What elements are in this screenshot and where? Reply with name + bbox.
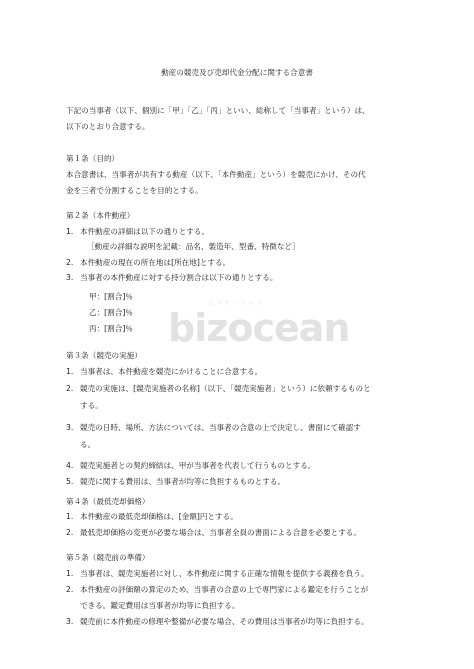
article-2-item-1-detail: ［動産の詳細な説明を記載：品名、製造年、型番、特徴など］: [87, 242, 300, 251]
article-3-item-2-number: 2.: [66, 384, 74, 393]
article-4-item-1-text: 本件動産の最低売却価格は、[金額]円とする。: [80, 512, 238, 521]
intro-line-1: 下記の当事者（以下、個別に「甲」「乙」「丙」といい、総称して「当事者」という）は、: [66, 106, 370, 115]
article-2-item-1-text: 本件動産の詳細は以下の通りとする。: [80, 227, 210, 236]
article-1-line-1: 本合意書は、当事者が共有する動産（以下、「本件動産」という）を競売にかけ、その代: [66, 170, 366, 179]
article-2-item-3-number: 3.: [66, 273, 74, 282]
article-4-heading: 第４条（最低売却価格）: [66, 497, 150, 506]
article-5-item-2-text: 本件動産の評価額の算定のため、当事者の合意の上で専門家による鑑定を行うことが: [80, 585, 369, 594]
article-2-item-3-text: 当事者の本件動産に対する持分割合は以下の通りとする。: [80, 273, 278, 282]
share-ko: 甲：[割合]％: [89, 292, 133, 301]
watermark-text: bizocean: [168, 306, 350, 350]
article-3-item-2-text: 競売の実施は、[競売実施者の名称]（以下、「競売実施者」という）に依頼するものと: [80, 384, 371, 393]
bizocean-watermark: [168, 298, 350, 358]
article-2-item-2-number: 2.: [66, 258, 74, 267]
article-3-item-2-cont: する。: [80, 401, 103, 410]
article-2-heading: 第２条（本件動産）: [66, 211, 135, 220]
article-5-item-3-number: 3.: [66, 617, 74, 626]
article-2-item-2-text: 本件動産の現在の所在地は[所在地]とする。: [80, 258, 231, 267]
article-1-heading: 第１条（目的）: [66, 154, 120, 163]
article-5-item-1-text: 当事者は、競売実施者に対し、本件動産に関する正確な情報を提供する義務を負う。: [80, 569, 369, 578]
share-hei: 丙：[割合]％: [89, 324, 133, 333]
article-1-line-2: 金を三者で分割することを目的とする。: [66, 186, 203, 195]
article-4-item-2-text: 最低売却価格の変更が必要な場合は、当事者全員の書面による合意を必要とする。: [80, 528, 361, 537]
article-3-item-4-number: 4.: [66, 461, 74, 470]
article-2-item-1-number: 1.: [66, 227, 74, 236]
share-otsu: 乙：[割合]％: [89, 308, 133, 317]
article-3-item-3-text: 競売の日時、場所、方法については、当事者の合意の上で決定し、書面にて確認す: [80, 423, 361, 432]
intro-line-2: 以下のとおり合意する。: [66, 122, 150, 131]
article-3-item-3-cont: る。: [80, 440, 96, 449]
article-5-heading: 第５条（競売前の準備）: [66, 553, 150, 562]
article-4-item-2-number: 2.: [66, 528, 74, 537]
article-5-item-2-cont: できる。鑑定費用は当事者が均等に負担する。: [80, 601, 240, 610]
article-5-item-3-text: 競売前に本件動産の修理や整備が必要な場合、その費用は当事者が均等に負担する。: [80, 617, 369, 626]
article-3-item-1-text: 当事者は、本件動産を競売にかけることに合意する。: [80, 367, 263, 376]
article-3-heading: 第３条（競売の実施）: [66, 351, 142, 360]
watermark-subtext: ビズオーシャン: [208, 300, 264, 307]
article-3-item-5-number: 5.: [66, 477, 74, 486]
article-3-item-5-text: 競売に関する費用は、当事者が均等に負担するものとする。: [80, 477, 286, 486]
article-5-item-1-number: 1.: [66, 569, 74, 578]
document-title: 動産の競売及び売却代金分配に関する合意書: [161, 68, 313, 77]
article-3-item-1-number: 1.: [66, 367, 74, 376]
article-4-item-1-number: 1.: [66, 512, 74, 521]
article-3-item-3-number: 3.: [66, 423, 74, 432]
article-3-item-4-text: 競売実施者との契約締結は、甲が当事者を代表して行うものとする。: [80, 461, 316, 470]
article-5-item-2-number: 2.: [66, 585, 74, 594]
